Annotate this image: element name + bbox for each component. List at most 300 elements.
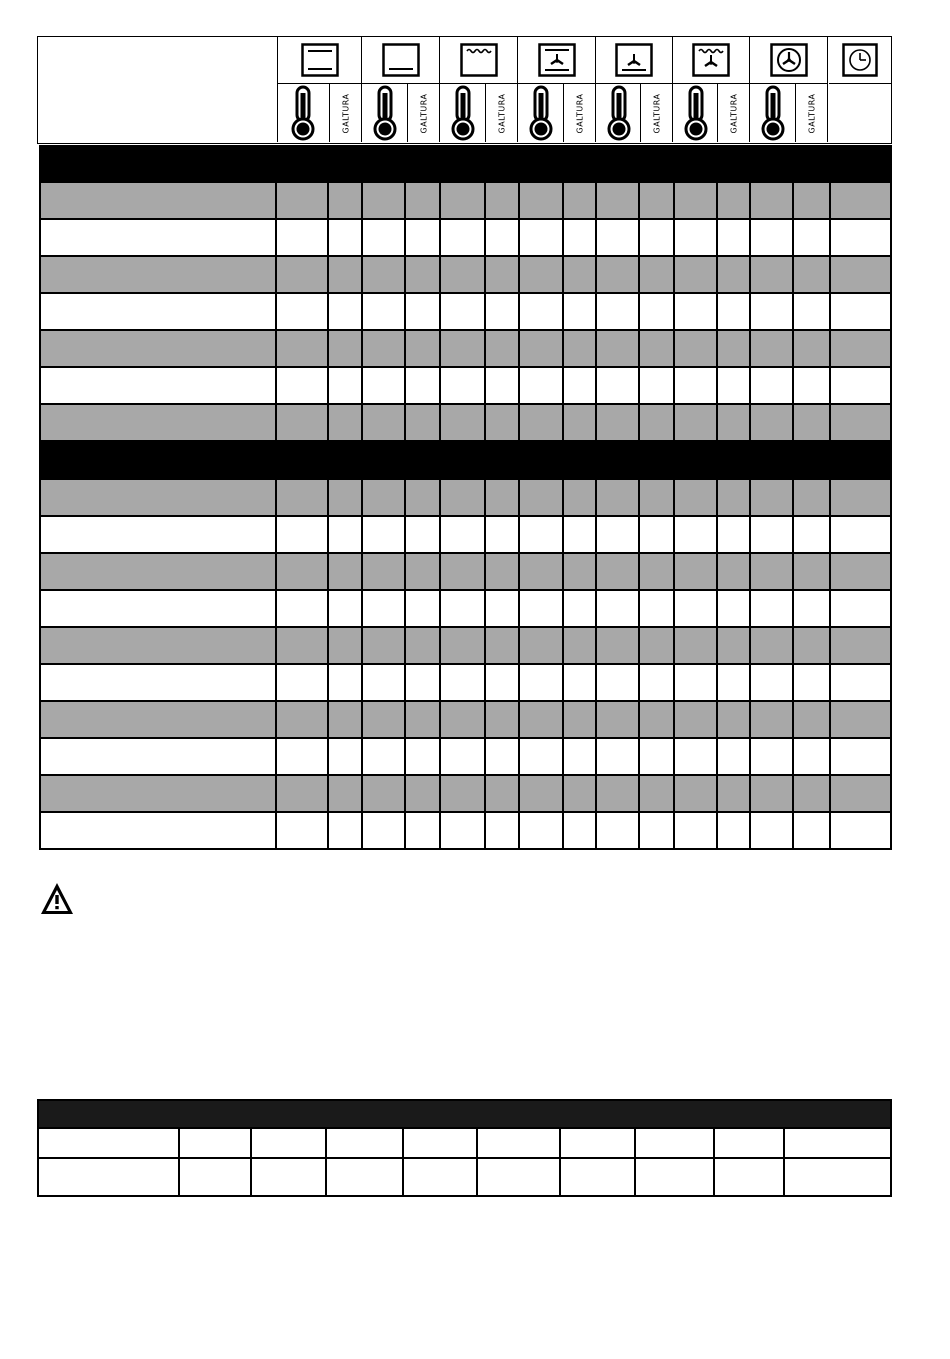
value-cell: [441, 405, 486, 442]
value-cell: [486, 368, 520, 405]
value-cell: [486, 628, 520, 665]
value-cell: [751, 331, 794, 368]
value-cell: [675, 776, 718, 813]
value-cell: [363, 183, 406, 220]
table-row: [39, 554, 892, 591]
value-cell: [794, 220, 831, 257]
convection-fan-icon: [770, 43, 808, 77]
value-cell: [441, 480, 486, 517]
value-cell: [751, 183, 794, 220]
value-cell: [794, 368, 831, 405]
height-label: GALTURA: [795, 84, 827, 142]
value-cell: [718, 665, 751, 702]
table-row: [39, 294, 892, 331]
value-cell: [486, 813, 520, 850]
value-cell: [675, 294, 718, 331]
value-cell: [564, 665, 597, 702]
value-cell: [718, 405, 751, 442]
value-cell: [794, 776, 831, 813]
value-cell: [640, 405, 675, 442]
value-cell: [751, 628, 794, 665]
value-cell: [675, 183, 718, 220]
value-cell: [597, 702, 640, 739]
value-cell: [831, 257, 892, 294]
value-cell: [751, 554, 794, 591]
value-cell: [794, 628, 831, 665]
mode-column-4: [518, 37, 596, 142]
height-label: GALTURA: [485, 84, 517, 142]
value-cell: [441, 813, 486, 850]
thermometer-icon: [372, 85, 398, 141]
section-header-band: [39, 442, 892, 480]
value-cell: [794, 702, 831, 739]
value-cell: [718, 628, 751, 665]
value-cell: [597, 665, 640, 702]
value-cell: [406, 702, 441, 739]
thermometer-icon: [450, 85, 476, 141]
value-cell: [486, 776, 520, 813]
value-cell: [640, 220, 675, 257]
value-cell: [329, 368, 363, 405]
value-cell: [718, 294, 751, 331]
value-cell: [441, 702, 486, 739]
value-cell: [564, 183, 597, 220]
value-cell: [329, 702, 363, 739]
mode-column-2: [362, 37, 440, 142]
thermometer-icon: [760, 85, 786, 141]
value-cell: [441, 257, 486, 294]
value-cell: [640, 294, 675, 331]
value-cell: [564, 813, 597, 850]
value-cell: [406, 665, 441, 702]
value-cell: [794, 257, 831, 294]
value-cell: [277, 702, 329, 739]
value-cell: [363, 405, 406, 442]
value-cell: [520, 628, 564, 665]
value-cell: [363, 813, 406, 850]
value-cell: [675, 220, 718, 257]
value-cell: [794, 480, 831, 517]
value-cell: [329, 665, 363, 702]
value-cell: [520, 480, 564, 517]
fan-top-bottom-icon: [538, 43, 576, 77]
food-cell: [39, 331, 277, 368]
value-cell: [363, 665, 406, 702]
value-cell: [718, 813, 751, 850]
value-cell: [794, 739, 831, 776]
table-row: [39, 665, 892, 702]
value-cell: [597, 776, 640, 813]
value-cell: [329, 257, 363, 294]
value-cell: [831, 517, 892, 554]
value-cell: [520, 183, 564, 220]
value-cell: [597, 183, 640, 220]
value-cell: [486, 331, 520, 368]
value-cell: [564, 331, 597, 368]
value-cell: [441, 517, 486, 554]
cooking-table-header: [37, 36, 892, 144]
value-cell: [486, 294, 520, 331]
value-cell: [675, 665, 718, 702]
value-cell: [597, 628, 640, 665]
table-row: [39, 813, 892, 850]
value-cell: [597, 368, 640, 405]
table-row: [39, 368, 892, 405]
value-cell: [597, 554, 640, 591]
value-cell: [597, 480, 640, 517]
value-cell: [640, 591, 675, 628]
value-cell: [329, 776, 363, 813]
value-cell: [520, 739, 564, 776]
value-cell: [406, 331, 441, 368]
value-cell: [486, 702, 520, 739]
mode-column-1: [278, 37, 362, 142]
value-cell: [486, 591, 520, 628]
value-cell: [441, 368, 486, 405]
thermometer-icon: [683, 85, 709, 141]
value-cell: [597, 220, 640, 257]
thermometer-icon: [528, 85, 554, 141]
value-cell: [363, 591, 406, 628]
value-cell: [831, 331, 892, 368]
value-cell: [277, 739, 329, 776]
header-label-cell: [38, 37, 278, 142]
value-cell: [277, 220, 329, 257]
value-cell: [520, 405, 564, 442]
value-cell: [277, 665, 329, 702]
fan-bottom-icon: [615, 43, 653, 77]
food-cell: [39, 591, 277, 628]
value-cell: [718, 220, 751, 257]
value-cell: [406, 294, 441, 331]
value-cell: [751, 405, 794, 442]
value-cell: [441, 776, 486, 813]
value-cell: [751, 257, 794, 294]
value-cell: [831, 554, 892, 591]
value-cell: [329, 517, 363, 554]
value-cell: [277, 517, 329, 554]
value-cell: [751, 220, 794, 257]
value-cell: [406, 183, 441, 220]
value-cell: [486, 517, 520, 554]
value-cell: [329, 739, 363, 776]
value-cell: [794, 405, 831, 442]
food-cell: [39, 739, 277, 776]
value-cell: [794, 294, 831, 331]
value-cell: [831, 220, 892, 257]
mode-column-6: [673, 37, 750, 142]
value-cell: [831, 776, 892, 813]
value-cell: [751, 517, 794, 554]
value-cell: [363, 702, 406, 739]
value-cell: [831, 702, 892, 739]
value-cell: [640, 702, 675, 739]
value-cell: [597, 591, 640, 628]
value-cell: [329, 628, 363, 665]
value-cell: [277, 776, 329, 813]
value-cell: [277, 591, 329, 628]
value-cell: [406, 776, 441, 813]
value-cell: [751, 702, 794, 739]
food-cell: [39, 480, 277, 517]
value-cell: [564, 368, 597, 405]
value-cell: [441, 331, 486, 368]
clock-icon: [842, 43, 878, 77]
food-cell: [39, 368, 277, 405]
value-cell: [675, 517, 718, 554]
value-cell: [406, 480, 441, 517]
value-cell: [441, 220, 486, 257]
value-cell: [675, 591, 718, 628]
food-cell: [39, 183, 277, 220]
value-cell: [718, 480, 751, 517]
value-cell: [406, 813, 441, 850]
height-label: GALTURA: [717, 84, 749, 142]
warning-icon: [39, 881, 75, 917]
value-cell: [277, 480, 329, 517]
value-cell: [675, 739, 718, 776]
value-cell: [794, 665, 831, 702]
value-cell: [751, 294, 794, 331]
height-label: GALTURA: [329, 84, 361, 142]
food-cell: [39, 776, 277, 813]
value-cell: [406, 628, 441, 665]
food-cell: [39, 702, 277, 739]
value-cell: [675, 405, 718, 442]
value-cell: [751, 739, 794, 776]
value-cell: [640, 739, 675, 776]
value-cell: [486, 554, 520, 591]
value-cell: [520, 517, 564, 554]
value-cell: [675, 480, 718, 517]
thermometer-icon: [290, 85, 316, 141]
section-header-band: [39, 145, 892, 183]
food-cell: [39, 813, 277, 850]
value-cell: [564, 702, 597, 739]
value-cell: [718, 517, 751, 554]
value-cell: [640, 776, 675, 813]
table-row: [39, 1157, 890, 1195]
table-row: [39, 220, 892, 257]
value-cell: [718, 739, 751, 776]
value-cell: [597, 405, 640, 442]
value-cell: [406, 368, 441, 405]
value-cell: [441, 183, 486, 220]
value-cell: [329, 480, 363, 517]
table-row: [39, 739, 892, 776]
value-cell: [597, 517, 640, 554]
value-cell: [597, 813, 640, 850]
table-row: [39, 628, 892, 665]
table-row: [39, 517, 892, 554]
value-cell: [718, 702, 751, 739]
value-cell: [675, 813, 718, 850]
value-cell: [718, 554, 751, 591]
value-cell: [640, 517, 675, 554]
value-cell: [520, 220, 564, 257]
value-cell: [329, 813, 363, 850]
value-cell: [441, 294, 486, 331]
value-cell: [277, 294, 329, 331]
value-cell: [363, 331, 406, 368]
value-cell: [486, 739, 520, 776]
mode-column-7: [750, 37, 828, 142]
value-cell: [363, 368, 406, 405]
value-cell: [277, 257, 329, 294]
mode-column-5: [596, 37, 673, 142]
value-cell: [277, 183, 329, 220]
value-cell: [520, 368, 564, 405]
table-row: [39, 591, 892, 628]
value-cell: [640, 257, 675, 294]
value-cell: [831, 405, 892, 442]
value-cell: [277, 331, 329, 368]
value-cell: [277, 628, 329, 665]
table-row: [39, 257, 892, 294]
value-cell: [640, 480, 675, 517]
value-cell: [794, 331, 831, 368]
value-cell: [640, 368, 675, 405]
value-cell: [794, 517, 831, 554]
value-cell: [564, 220, 597, 257]
value-cell: [751, 776, 794, 813]
value-cell: [406, 591, 441, 628]
value-cell: [406, 220, 441, 257]
value-cell: [277, 554, 329, 591]
value-cell: [486, 183, 520, 220]
value-cell: [564, 257, 597, 294]
value-cell: [597, 331, 640, 368]
food-cell: [39, 257, 277, 294]
value-cell: [277, 368, 329, 405]
value-cell: [363, 739, 406, 776]
value-cell: [520, 702, 564, 739]
grill-icon: [460, 43, 498, 77]
food-cell: [39, 665, 277, 702]
value-cell: [363, 294, 406, 331]
value-cell: [564, 628, 597, 665]
food-cell: [39, 294, 277, 331]
value-cell: [486, 480, 520, 517]
table-row: [39, 702, 892, 739]
value-cell: [640, 628, 675, 665]
top-bottom-heat-icon: [301, 43, 339, 77]
value-cell: [675, 331, 718, 368]
value-cell: [520, 665, 564, 702]
table-row: [39, 405, 892, 442]
fan-grill-icon: [692, 43, 730, 77]
value-cell: [751, 665, 794, 702]
table-row: [39, 480, 892, 517]
value-cell: [329, 331, 363, 368]
table-row: [39, 1127, 890, 1161]
value-cell: [675, 554, 718, 591]
value-cell: [520, 257, 564, 294]
value-cell: [640, 554, 675, 591]
height-label: GALTURA: [563, 84, 595, 142]
value-cell: [597, 257, 640, 294]
table-row: [39, 776, 892, 813]
value-cell: [486, 665, 520, 702]
value-cell: [406, 257, 441, 294]
value-cell: [564, 591, 597, 628]
value-cell: [564, 405, 597, 442]
accessory-table-header: [39, 1101, 890, 1127]
value-cell: [406, 405, 441, 442]
value-cell: [675, 702, 718, 739]
value-cell: [520, 554, 564, 591]
value-cell: [597, 739, 640, 776]
value-cell: [640, 331, 675, 368]
value-cell: [718, 368, 751, 405]
value-cell: [441, 554, 486, 591]
value-cell: [718, 183, 751, 220]
table-row: [39, 183, 892, 220]
value-cell: [831, 480, 892, 517]
value-cell: [520, 776, 564, 813]
value-cell: [363, 257, 406, 294]
value-cell: [675, 628, 718, 665]
value-cell: [831, 183, 892, 220]
value-cell: [831, 368, 892, 405]
value-cell: [718, 591, 751, 628]
value-cell: [277, 405, 329, 442]
value-cell: [831, 628, 892, 665]
value-cell: [640, 665, 675, 702]
value-cell: [640, 183, 675, 220]
height-label: GALTURA: [640, 84, 672, 142]
value-cell: [486, 220, 520, 257]
value-cell: [486, 405, 520, 442]
mode-column-3: [440, 37, 518, 142]
value-cell: [441, 591, 486, 628]
value-cell: [794, 554, 831, 591]
value-cell: [564, 480, 597, 517]
value-cell: [441, 739, 486, 776]
value-cell: [406, 554, 441, 591]
value-cell: [277, 813, 329, 850]
value-cell: [831, 739, 892, 776]
value-cell: [329, 405, 363, 442]
food-cell: [39, 517, 277, 554]
value-cell: [363, 628, 406, 665]
value-cell: [486, 257, 520, 294]
value-cell: [329, 591, 363, 628]
accessory-table: [37, 1099, 892, 1197]
value-cell: [329, 294, 363, 331]
bottom-heat-icon: [382, 43, 420, 77]
value-cell: [564, 294, 597, 331]
value-cell: [520, 813, 564, 850]
value-cell: [751, 813, 794, 850]
value-cell: [329, 220, 363, 257]
value-cell: [794, 183, 831, 220]
value-cell: [329, 183, 363, 220]
value-cell: [520, 294, 564, 331]
value-cell: [363, 480, 406, 517]
value-cell: [831, 591, 892, 628]
value-cell: [640, 813, 675, 850]
value-cell: [751, 480, 794, 517]
value-cell: [329, 554, 363, 591]
value-cell: [831, 813, 892, 850]
value-cell: [406, 739, 441, 776]
value-cell: [831, 665, 892, 702]
value-cell: [718, 776, 751, 813]
value-cell: [597, 294, 640, 331]
food-cell: [39, 554, 277, 591]
value-cell: [363, 220, 406, 257]
